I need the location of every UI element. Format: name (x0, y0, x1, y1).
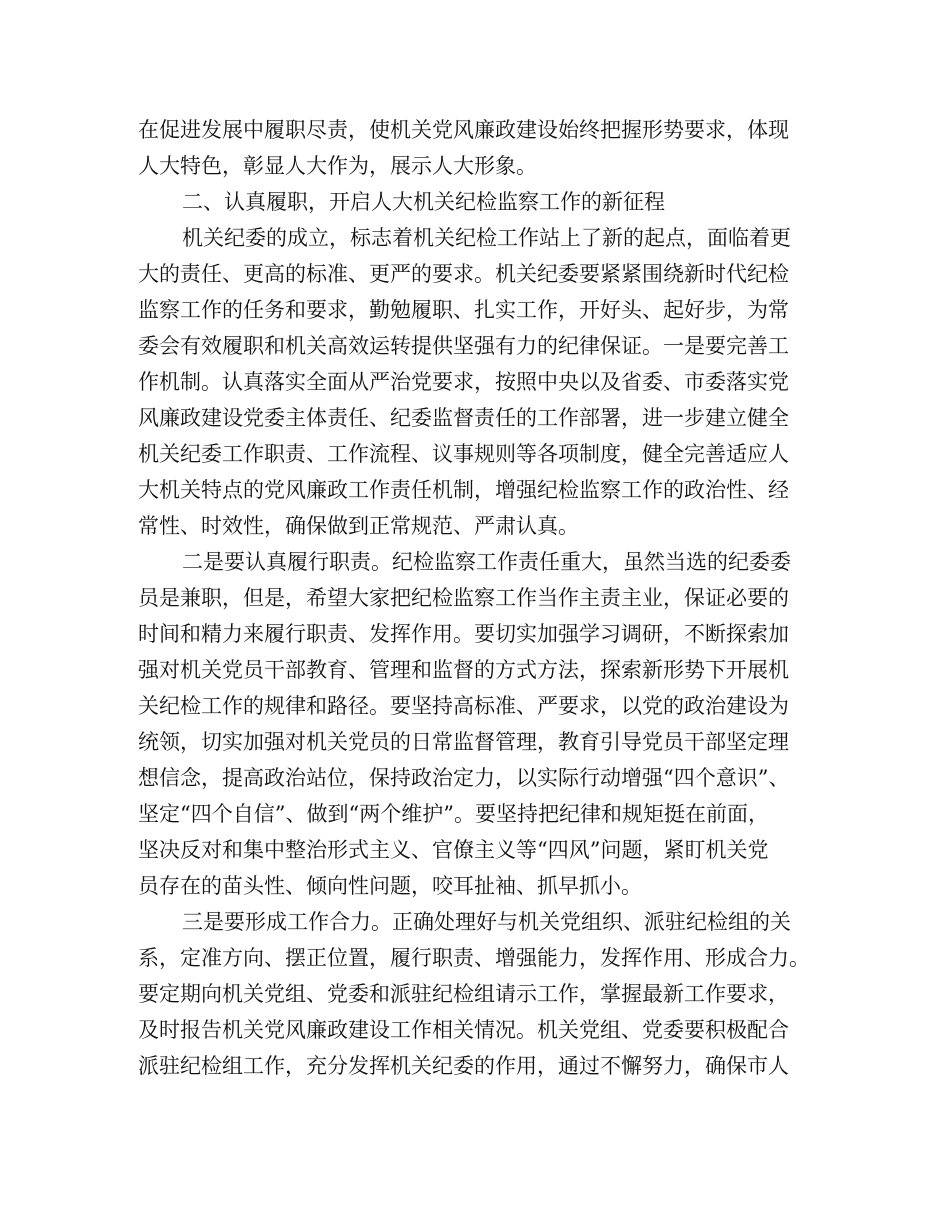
section-heading: 二、认真履职，开启人大机关纪检监察工作的新征程 (182, 190, 665, 214)
text-line: 员是兼职，但是，希望大家把纪检监察工作当作主责主业，保证必要的 (138, 586, 789, 610)
text-line: 坚决反对和集中整治形式主义、官僚主义等“四风”问题，紧盯机关党 (138, 838, 769, 862)
text-line: 常性、时效性，确保做到正常规范、严肃认真。 (138, 514, 579, 538)
text-line: 强对机关党员干部教育、管理和监督的方式方法，探索新形势下开展机 (138, 658, 789, 682)
text-line: 二是要认真履行职责。纪检监察工作责任重大，虽然当选的纪委委 (182, 550, 791, 574)
text-line: 三是要形成工作合力。正确处理好与机关党组织、派驻纪检组的关 (182, 910, 791, 934)
text-line: 风廉政建设党委主体责任、纪委监督责任的工作部署，进一步建立健全 (138, 406, 789, 430)
text-line: 人大特色，彰显人大作为，展示人大形象。 (138, 154, 537, 178)
text-line: 派驻纪检组工作，充分发挥机关纪委的作用，通过不懈努力，确保市人 (138, 1054, 789, 1078)
text-line: 作机制。认真落实全面从严治党要求，按照中央以及省委、市委落实党 (138, 370, 789, 394)
text-line: 大机关特点的党风廉政工作责任机制，增强纪检监察工作的政治性、经 (138, 478, 789, 502)
text-line: 在促进发展中履职尽责，使机关党风廉政建设始终把握形势要求，体现 (138, 118, 789, 142)
text-line: 机关纪委的成立，标志着机关纪检工作站上了新的起点，面临着更 (182, 226, 791, 250)
text-line: 监察工作的任务和要求，勤勉履职、扎实工作，开好头、起好步，为常 (138, 298, 789, 322)
text-line: 员存在的苗头性、倾向性问题，咬耳扯袖、抓早抓小。 (138, 874, 642, 898)
text-line: 委会有效履职和机关高效运转提供坚强有力的纪律保证。一是要完善工 (138, 334, 789, 358)
text-line: 系，定准方向、摆正位置，履行职责、增强能力，发挥作用、形成合力。 (138, 946, 810, 970)
document-body (138, 112, 828, 1084)
text-line: 大的责任、更高的标准、更严的要求。机关纪委要紧紧围绕新时代纪检 (138, 262, 789, 286)
text-line: 要定期向机关党组、党委和派驻纪检组请示工作，掌握最新工作要求， (138, 982, 789, 1006)
text-line: 机关纪委工作职责、工作流程、议事规则等各项制度，健全完善适应人 (138, 442, 789, 466)
text-line: 关纪检工作的规律和路径。要坚持高标准、严要求，以党的政治建设为 (138, 694, 789, 718)
text-line: 统领，切实加强对机关党员的日常监督管理，教育引导党员干部坚定理 (138, 730, 789, 754)
text-line: 想信念，提高政治站位，保持政治定力，以实际行动增强“四个意识”、 (138, 766, 790, 790)
text-line: 及时报告机关党风廉政建设工作相关情况。机关党组、党委要积极配合 (138, 1018, 789, 1042)
text-line: 时间和精力来履行职责、发挥作用。要切实加强学习调研，不断探索加 (138, 622, 789, 646)
text-line: 坚定“四个自信”、做到“两个维护”。要坚持把纪律和规矩挺在前面， (138, 802, 769, 826)
